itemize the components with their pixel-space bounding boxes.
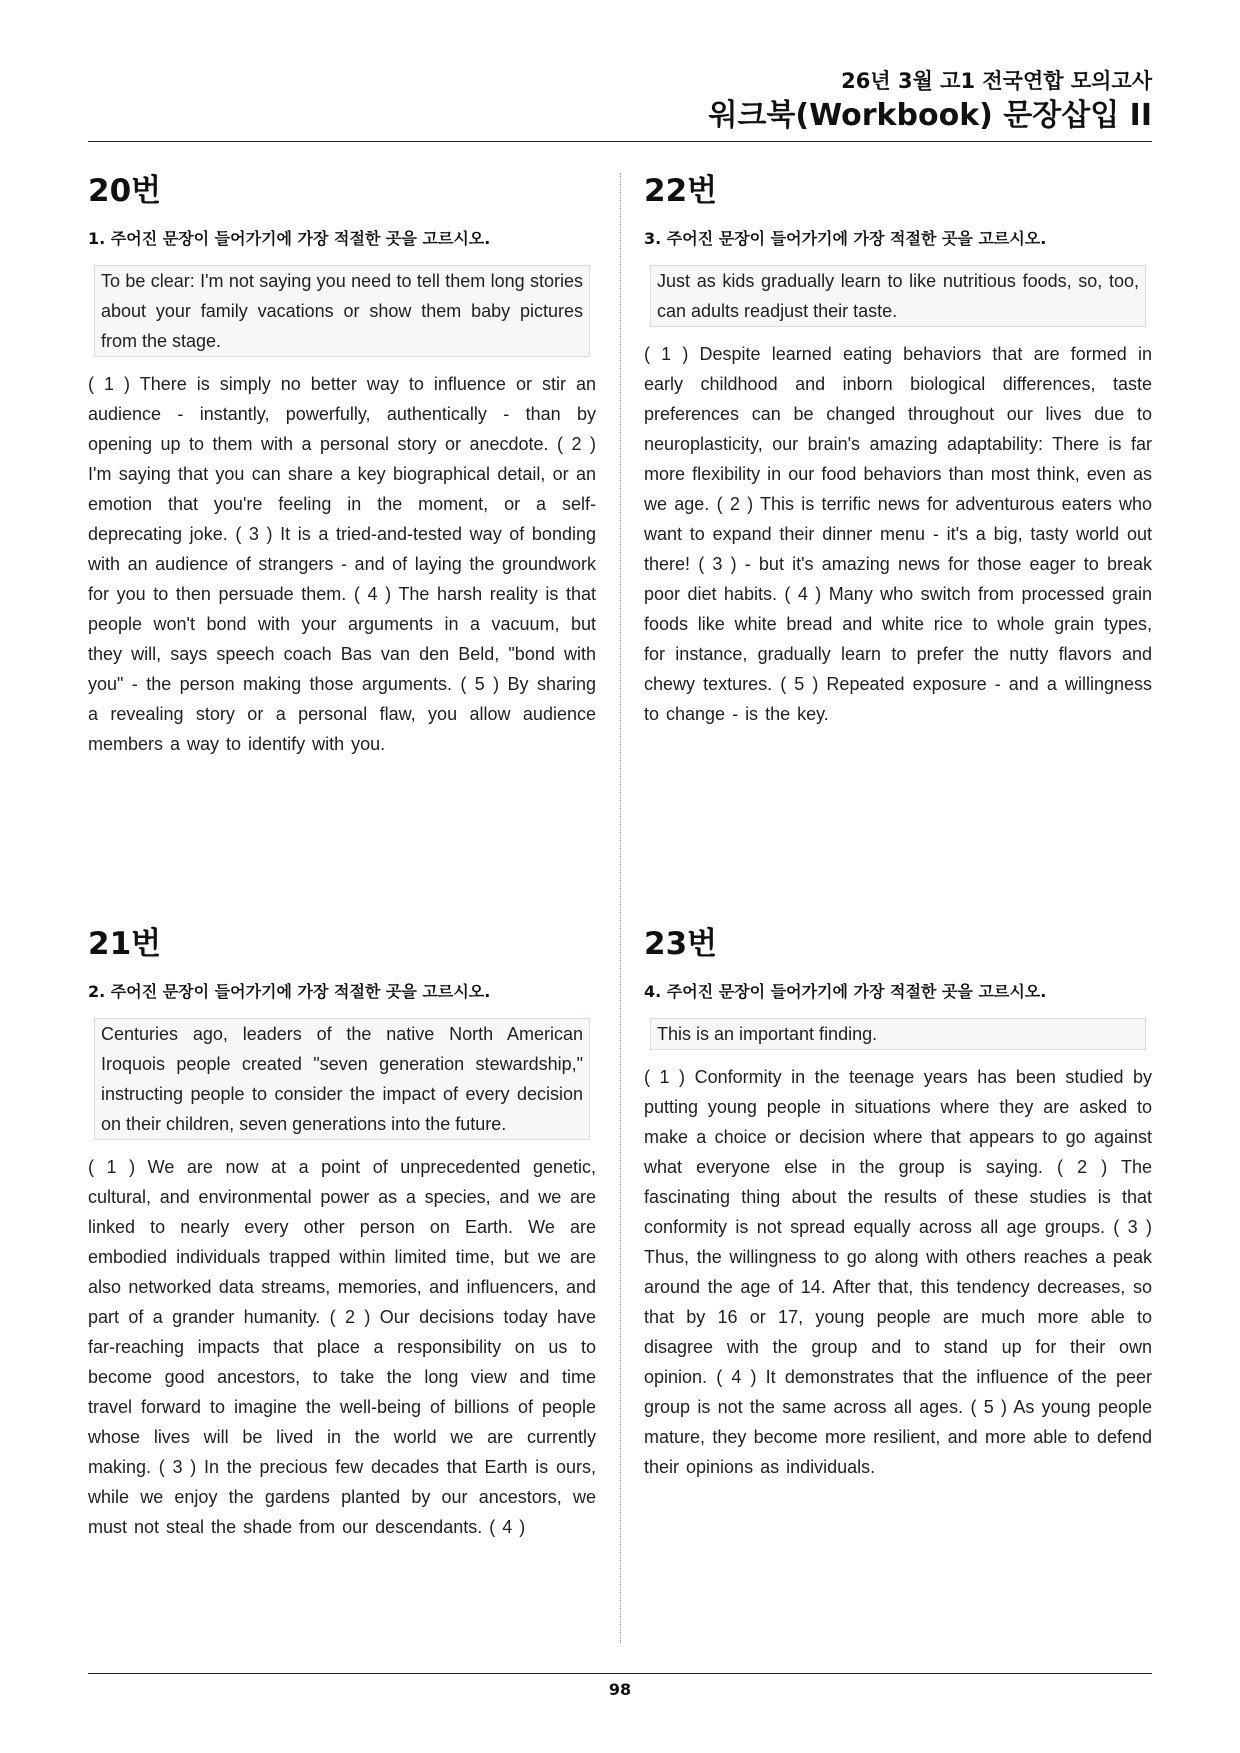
question-20 [88,171,596,759]
passage-text: ( 1 ) Conformity in the teenage years has been studied by putting young people in situations where they are asked to make a choice or decision where that appears to go against what everyone else in the group is saying. ( 2 ) The fascinating thing about the results of these studies is that conformity is not spread equally across all age groups. ( 3 ) Thus, the willingness to go along with others reaches a peak around the age of 14. After that, this tendency decreases, so that by 16 or 17, young people are much more able to disagree with the group and to stand up for their own opinion. ( 4 ) It demonstrates that the influence of the peer group is not the same across all ages. ( 5 ) As young people mature, they become more resilient, and more able to defend their opinions as individuals. [644,1067,1152,1477]
header-subtitle: 26년 3월 고1 전국연합 모의고사 [841,69,1152,93]
question-instruction: 3. 주어진 문장이 들어가기에 가장 적절한 곳을 고르시오. [644,229,1047,248]
question-heading: 20번 [88,173,162,209]
header-title: 워크북(Workbook) 문장삽입 II [708,98,1152,133]
question-23 [644,924,1152,1482]
footer-rule [88,1673,1152,1674]
passage-text: ( 1 ) There is simply no better way to influence or stir an audience - instantly, powerfully, authentically - than by opening up to them with a personal story or anecdote. ( 2 ) I'm saying that you can share a key biographical detail, or an emotion that you're feeling in the moment, or a self-deprecating joke. ( 3 ) It is a tried-and-tested way of bonding with an audience of strangers - and of laying the groundwork for you to then persuade them. ( 4 ) The harsh reality is that people won't bond with your arguments in a vacuum, but they will, says speech coach Bas van den Beld, "bond with you" - the person making those arguments. ( 5 ) By sharing a revealing story or a personal flaw, you allow audience members a way to identify with you. [88,374,596,754]
column-divider [620,173,621,1643]
question-instruction: 1. 주어진 문장이 들어가기에 가장 적절한 곳을 고르시오. [88,229,491,248]
question-heading: 23번 [644,926,718,962]
header-rule [88,141,1152,142]
passage-text: ( 1 ) Despite learned eating behaviors that are formed in early childhood and inborn biological differences, taste preferences can be changed throughout our lives due to neuroplasticity, our brain's amazing adaptability: There is far more flexibility in our food behaviors than most think, even as we age. ( 2 ) This is terrific news for adventurous eaters who want to expand their dinner menu - it's a big, tasty world out there! ( 3 ) - but it's amazing news for those eager to break poor diet habits. ( 4 ) Many who switch from processed grain foods like white bread and white rice to whole grain types, for instance, gradually learn to prefer the nutty flavors and chewy textures. ( 5 ) Repeated exposure - and a willingness to change - is the key. [644,344,1152,724]
page-header [88,66,1152,136]
question-instruction: 4. 주어진 문장이 들어가기에 가장 적절한 곳을 고르시오. [644,982,1047,1001]
question-heading: 22번 [644,173,718,209]
passage-text: ( 1 ) We are now at a point of unprecedented genetic, cultural, and environmental power as a species, and we are linked to nearly every other person on Earth. We are embodied individuals trapped within limited time, but we are also networked data streams, memories, and influencers, and part of a grander humanity. ( 2 ) Our decisions today have far-reaching impacts that place a responsibility on us to become good ancestors, to take the long view and time travel forward to imagine the well-being of billions of people whose lives will be lived in the world we are currently making. ( 3 ) In the precious few decades that Earth is ours, while we enjoy the gardens planted by our ancestors, we must not steal the shade from our descendants. ( 4 ) [88,1157,596,1537]
question-heading: 21번 [88,926,162,962]
question-instruction: 2. 주어진 문장이 들어가기에 가장 적절한 곳을 고르시오. [88,982,491,1001]
given-sentence-box: Centuries ago, leaders of the native North American Iroquois people created "seven generation stewardship," instructing people to consider the impact of every decision on their children, seven generations into the future. [94,1018,590,1140]
question-21 [88,924,596,1542]
page-number: 98 [608,1680,632,1699]
given-sentence-box: This is an important finding. [650,1018,1146,1050]
given-sentence-box: To be clear: I'm not saying you need to tell them long stories about your family vacations or show them baby pictures from the stage. [94,265,590,357]
given-sentence-box: Just as kids gradually learn to like nutritious foods, so, too, can adults readjust their taste. [650,265,1146,327]
question-22 [644,171,1152,729]
